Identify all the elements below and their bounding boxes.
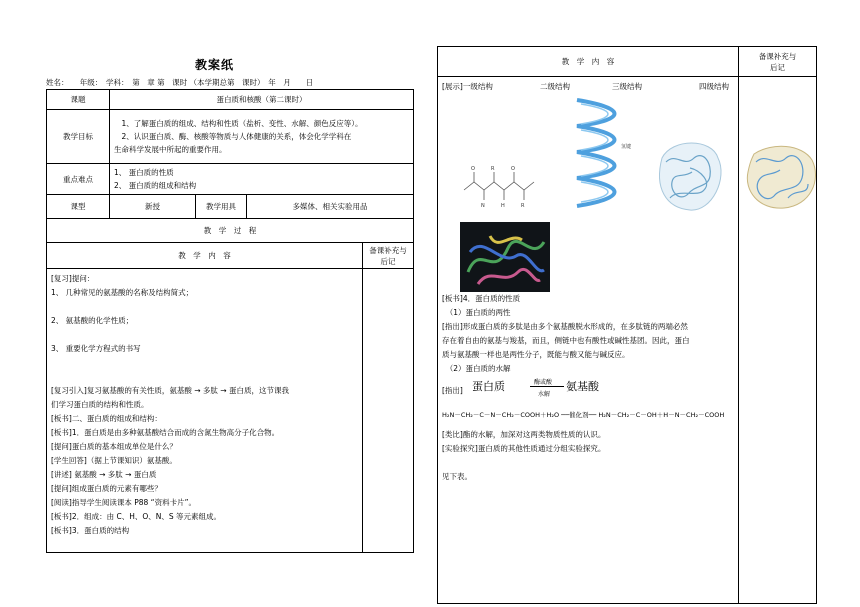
body-line [442, 456, 734, 470]
body-line: [提问]蛋白质的基本组成单位是什么？ [51, 442, 177, 451]
structure-label-tertiary: 三级结构 [612, 82, 642, 91]
quaternary-structure-image [742, 140, 822, 212]
hydrolysis-process: 水解 [538, 391, 551, 398]
body-line: [阅读]指导学生阅读课本 P88 “资料卡片”。 [51, 498, 196, 507]
page-title: 教案纸 [195, 58, 235, 72]
content-label: 教 学 内 容 [47, 243, 363, 269]
topic-value: 蛋白质和核酸（第二课时） [110, 90, 414, 110]
svg-text:H: H [501, 203, 505, 209]
body-line: 存在着自由的氨基与羧基，而且，侧链中也有酸性或碱性基团。因此，蛋白 [442, 336, 690, 345]
notes-column [363, 269, 414, 553]
svg-text:O: O [471, 166, 475, 172]
notes-label-line: 备课补充与 [369, 245, 407, 255]
tools-value: 多媒体、相关实验用品 [247, 195, 414, 219]
body-line: [提问]组成蛋白质的元素有哪些？ [51, 484, 162, 493]
key-line: 1、 蛋白质的性质 [114, 168, 174, 177]
body-line [51, 370, 358, 384]
goal-label: 教学目标 [47, 110, 110, 164]
notes-label-line: 后记 [380, 256, 396, 266]
key-label: 重点难点 [47, 164, 110, 195]
notes-label-line: 后记 [770, 62, 785, 72]
type-label: 课型 [47, 195, 110, 219]
hydrolysis-equation: H₂N－CH₂－C－N－CH₂－COOH＋H₂O ──催化剂── H₂N－CH₂－C－OH＋H－N－CH₂－COOH [442, 411, 725, 419]
body-line: 3、 重要化学方程式的书写 [51, 344, 141, 353]
notes-label-line: 备课补充与 [758, 51, 797, 61]
body-line: [复习引入]复习氨基酸的有关性质，氨基酸 → 多肽 → 蛋白质，这节课我 [51, 386, 289, 395]
hydrolysis-prefix: [指出] [442, 386, 463, 395]
key-text [110, 164, 414, 195]
hydrolysis-reactant: 蛋白质 [472, 380, 505, 393]
goal-text [110, 110, 414, 164]
inquiry-text [442, 428, 734, 484]
lesson-body [47, 269, 363, 553]
body-line: （1）蛋白质的两性 [442, 308, 511, 317]
hydrolysis-arrow [530, 386, 564, 387]
protein-ribbon-image [460, 222, 550, 292]
content-body [438, 77, 739, 604]
structure-label-primary: [展示]一级结构 [442, 82, 493, 91]
body-line: [板书]2．组成：由 C、H、O、N、S 等元素组成。 [51, 512, 222, 521]
body-line: 2、 氨基酸的化学性质； [51, 316, 134, 325]
hydrolysis-scheme [442, 376, 734, 404]
svg-text:R: R [491, 166, 495, 172]
notes-label [739, 47, 817, 77]
body-line: [学生回答]（据上节课知识）氨基酸。 [51, 456, 177, 465]
notes-label [363, 243, 414, 269]
body-line: [板书]4．蛋白质的性质 [442, 294, 521, 303]
body-line: 见下表。 [442, 472, 472, 481]
goal-line: 2、认识蛋白质、酶、核酸等物质与人体健康的关系，体会化学学科在 [114, 132, 352, 141]
body-line: 质与氨基酸一样也是两性分子，既能与酸又能与碱反应。 [442, 350, 630, 359]
alpha-helix-image [567, 94, 637, 212]
process-label: 教 学 过 程 [47, 219, 414, 243]
body-line: [实验探究]蛋白质的其他性质通过分组实验探究。 [442, 444, 606, 453]
structure-figures [442, 80, 734, 292]
goal-line: 生命科学发展中所起的重要作用。 [114, 145, 227, 154]
body-line: （2）蛋白质的水解 [442, 364, 511, 373]
body-line: [板书]1．蛋白质是由多种氨基酸结合而成的含氮生物高分子化合物。 [51, 428, 280, 437]
key-line: 2、 蛋白质的组成和结构 [114, 181, 197, 190]
primary-structure-image [460, 162, 540, 212]
content-label: 教 学 内 容 [438, 47, 739, 77]
structure-label-quaternary: 四级结构 [699, 82, 729, 91]
body-line: [讲述] 氨基酸 → 多肽 → 蛋白质 [51, 470, 157, 479]
body-line: [板书]3．蛋白质的结构 [51, 526, 130, 535]
type-value: 新授 [110, 195, 196, 219]
body-line [51, 356, 358, 370]
lesson-table [46, 89, 414, 553]
goal-line: 1、了解蛋白质的组成、结构和性质（盐析、变性、水解、颜色反应等）。 [114, 119, 363, 128]
helix-label: 氢键 [621, 144, 632, 150]
topic-label: 课题 [47, 90, 110, 110]
svg-text:O: O [511, 166, 515, 172]
properties-text [442, 292, 734, 376]
svg-text:N: N [481, 203, 485, 209]
body-line: [板书]二、蛋白质的组成和结构： [51, 414, 162, 423]
body-line [51, 300, 358, 314]
hydrolysis-condition: 酶或酸 [534, 379, 553, 386]
header-fields: 姓名： 年级： 学科： 第 章 第 课时 （本学期总第 课时） 年 月 日 [46, 78, 314, 87]
body-line: [指出]形成蛋白质的多肽是由多个氨基酸脱水形成的，在多肽链的两端必然 [442, 322, 688, 331]
content-table [437, 46, 817, 604]
body-line: 1、 几种常见的氨基酸的名称及结构简式； [51, 288, 194, 297]
tools-label: 教学用具 [196, 195, 247, 219]
body-line [51, 328, 358, 342]
tertiary-structure-image [652, 138, 727, 216]
body-line: 们学习蛋白质的结构和性质。 [51, 400, 149, 409]
body-line: [类比]酯的水解，加深对这两类物质性质的认识。 [442, 430, 606, 439]
hydrolysis-product: 氨基酸 [566, 380, 599, 393]
body-line: [复习]提问： [51, 274, 95, 283]
structure-label-secondary: 二级结构 [540, 82, 570, 91]
svg-text:R: R [521, 203, 525, 209]
